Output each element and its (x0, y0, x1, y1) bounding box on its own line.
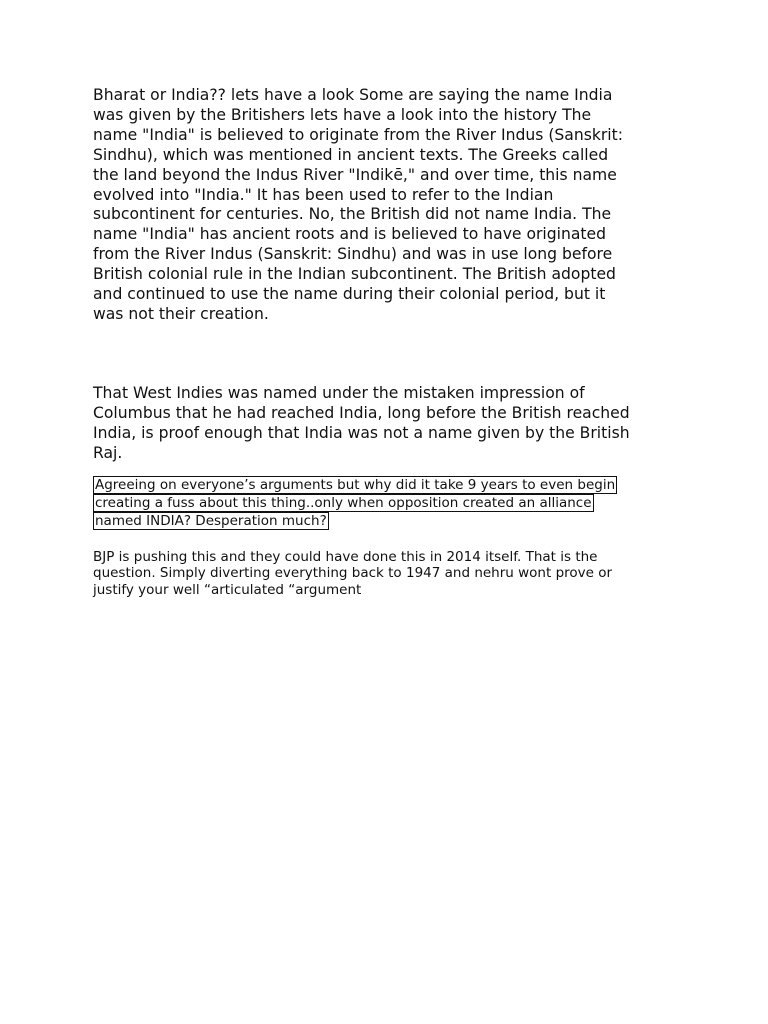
text-line: name "India" has ancient roots and is believed to have originated (93, 225, 607, 244)
boxed-comment (93, 476, 683, 530)
boxed-text-line: Agreeing on everyone’s arguments but why did it take 9 years to even begin (95, 476, 616, 493)
text-line: justify your well “articulated “argument (93, 581, 362, 598)
text-line: was given by the Britishers lets have a look into the history The (93, 105, 592, 124)
text-line: was not their creation. (93, 304, 269, 323)
text-line: British colonial rule in the Indian subcontinent. The British adopted (93, 265, 616, 284)
text-line: subcontinent for centuries. No, the British did not name India. The (93, 205, 612, 224)
text-line: Raj. (93, 443, 123, 462)
paragraph-origin-of-india (93, 86, 683, 325)
text-line: Columbus that he had reached India, long before the British reached (93, 403, 630, 422)
text-line: from the River Indus (Sanskrit: Sindhu) and was in use long before (93, 245, 613, 264)
boxed-text-line: creating a fuss about this thing..only when opposition created an alliance (95, 494, 592, 511)
text-line: the land beyond the Indus River "Indikē," and over time, this name (93, 165, 617, 184)
text-line: and continued to use the name during their colonial period, but it (93, 285, 606, 304)
paragraph-bjp-comment (93, 549, 683, 599)
boxed-text-line: named INDIA? Desperation much? (95, 512, 327, 529)
text-line: India, is proof enough that India was not a name given by the British (93, 423, 630, 442)
document-page (93, 86, 683, 612)
text-line: Sindhu), which was mentioned in ancient texts. The Greeks called (93, 145, 609, 164)
text-line: BJP is pushing this and they could have done this in 2014 itself. That is the (93, 548, 598, 565)
text-line: evolved into "India." It has been used to refer to the Indian (93, 185, 554, 204)
text-line: name "India" is believed to originate from the River Indus (Sanskrit: (93, 125, 624, 144)
text-line: question. Simply diverting everything back to 1947 and nehru wont prove or (93, 565, 613, 582)
text-line: Bharat or India?? lets have a look Some are saying the name India (93, 86, 613, 104)
paragraph-west-indies (93, 384, 683, 464)
text-line: That West Indies was named under the mistaken impression of (93, 383, 585, 402)
